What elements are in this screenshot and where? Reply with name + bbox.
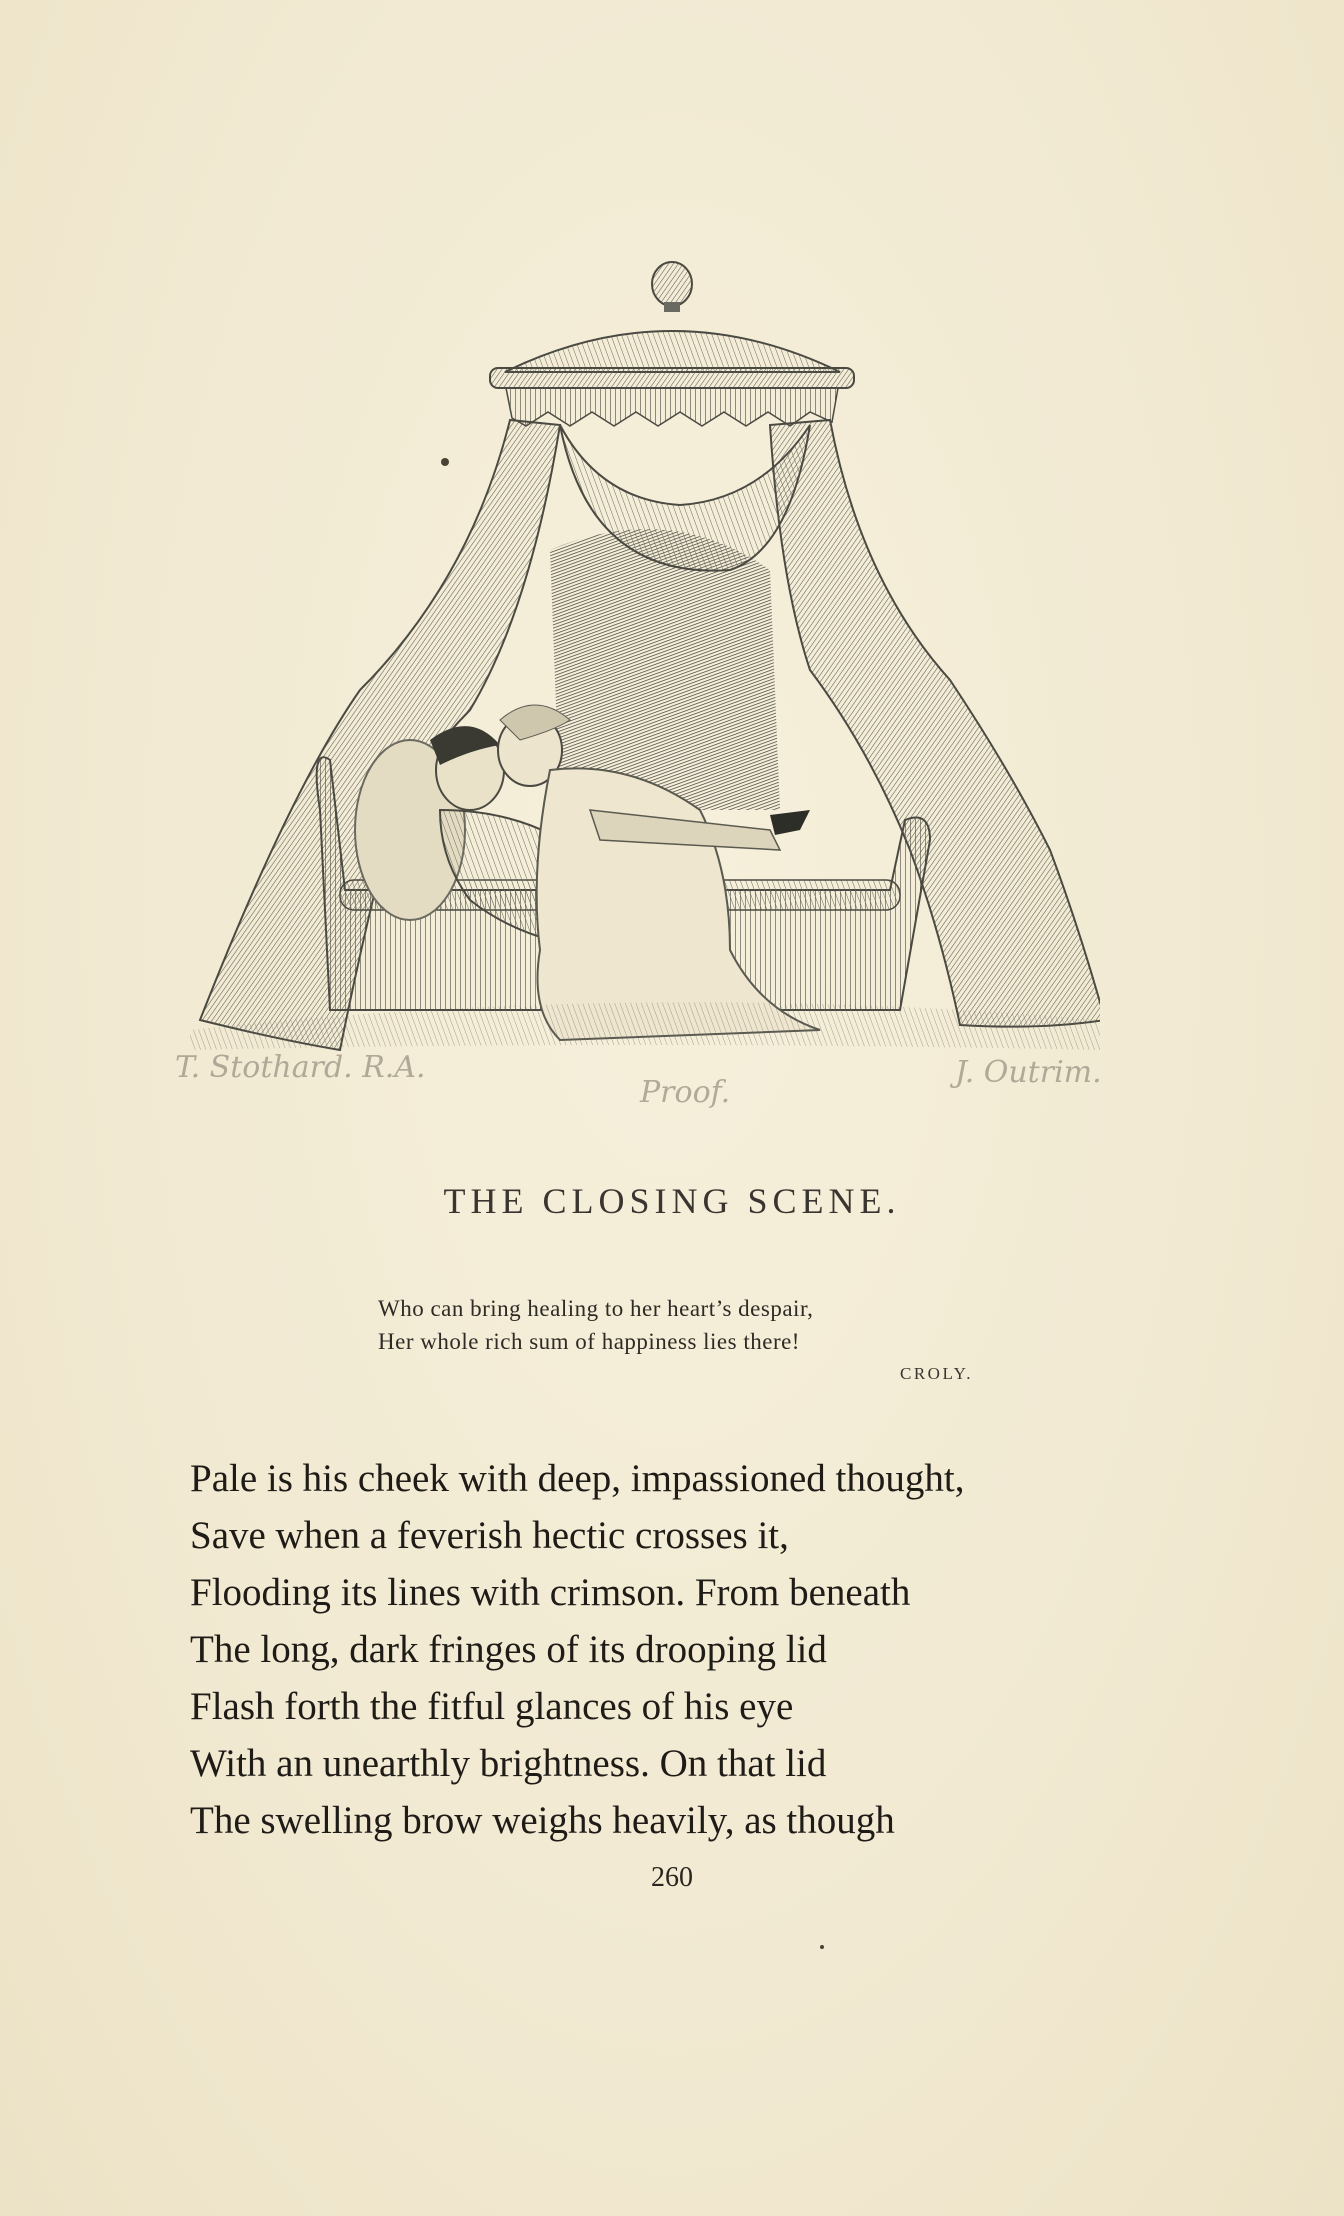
poem-line: The swelling brow weighs heavily, as though: [190, 1799, 895, 1842]
poem-line: Pale is his cheek with deep, impassioned thought,: [190, 1457, 965, 1500]
ink-speck: [820, 1945, 824, 1949]
engraver-signature: J. Outrim.: [955, 1055, 1102, 1090]
ink-speck: [441, 458, 449, 466]
poem-line: With an unearthly brightness. On that lid: [190, 1742, 827, 1785]
poem-body: [190, 1450, 1190, 1849]
epigraph-line: Who can bring healing to her heart’s despair,: [378, 1296, 814, 1321]
page-number: 260: [651, 1862, 693, 1893]
proof-mark: Proof.: [640, 1075, 731, 1110]
bed-canopy-engraving: [170, 250, 1100, 1140]
artist-signature: T. Stothard. R.A.: [175, 1050, 426, 1085]
epigraph: [378, 1292, 998, 1358]
epigraph-attribution: CROLY.: [900, 1364, 973, 1383]
plate-title: THE CLOSING SCENE.: [443, 1181, 901, 1221]
poem-line: Flash forth the fitful glances of his eye: [190, 1685, 794, 1728]
poem-line: Save when a feverish hectic crosses it,: [190, 1514, 789, 1557]
poem-line: The long, dark fringes of its drooping lid: [190, 1628, 827, 1671]
epigraph-line: Her whole rich sum of happiness lies there!: [378, 1329, 800, 1354]
poem-line: Flooding its lines with crimson. From beneath: [190, 1571, 911, 1614]
engraving-plate: [170, 250, 1100, 1140]
